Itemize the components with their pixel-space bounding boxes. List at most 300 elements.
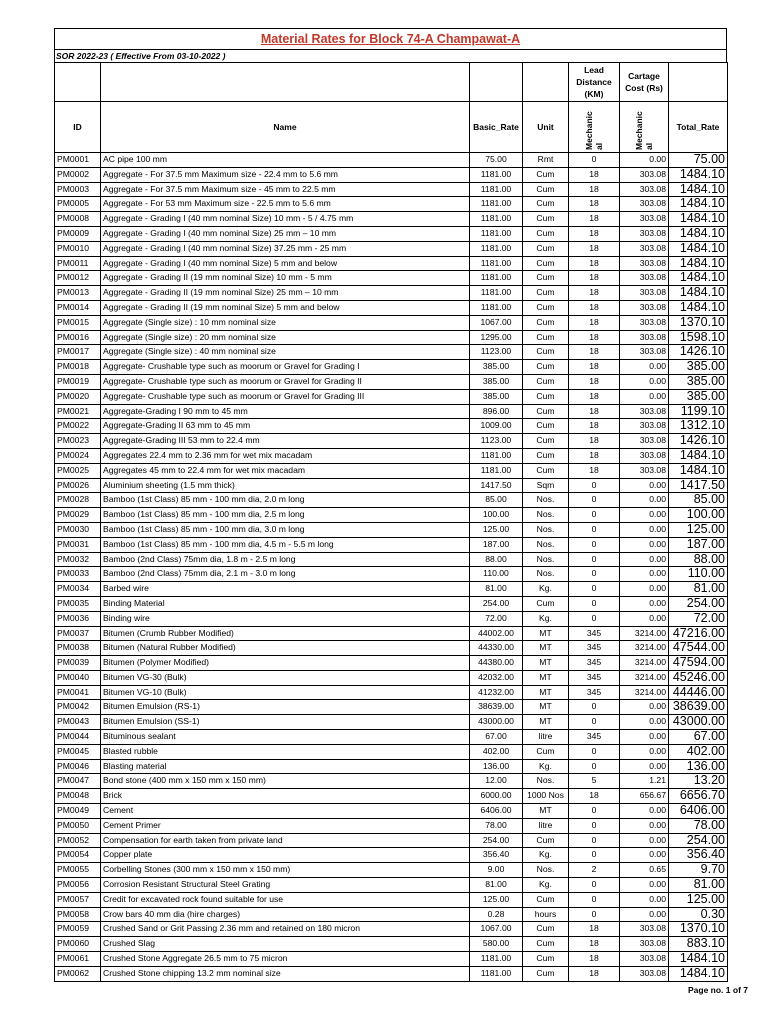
table-row — [55, 626, 728, 641]
cell-lead-distance: 0 — [569, 508, 620, 523]
cell-id: PM0012 — [55, 271, 101, 286]
cell-name: AC pipe 100 mm — [101, 153, 470, 168]
cell-basic-rate: 1181.00 — [470, 286, 523, 301]
cell-basic-rate: 9.00 — [470, 863, 523, 878]
header-blank-rate — [470, 63, 523, 102]
cell-lead-distance: 0 — [569, 759, 620, 774]
cell-unit: Nos. — [523, 774, 569, 789]
cell-name: Aggregate (Single size) : 10 mm nominal size — [101, 315, 470, 330]
sheet-title-row — [54, 28, 727, 49]
cell-lead-distance: 18 — [569, 256, 620, 271]
table-row — [55, 596, 728, 611]
cell-lead-distance: 345 — [569, 626, 620, 641]
cell-id: PM0041 — [55, 685, 101, 700]
cell-unit: Cum — [523, 419, 569, 434]
table-row — [55, 922, 728, 937]
cell-total-rate: 1199.10 — [669, 404, 728, 419]
cell-unit: MT — [523, 700, 569, 715]
cell-id: PM0032 — [55, 552, 101, 567]
cell-unit: Cum — [523, 300, 569, 315]
cell-name: Aggregate (Single size) : 20 mm nominal size — [101, 330, 470, 345]
cell-unit: Cum — [523, 271, 569, 286]
cell-unit: MT — [523, 626, 569, 641]
cell-unit: Cum — [523, 241, 569, 256]
header-id: ID — [55, 102, 101, 153]
table-row — [55, 256, 728, 271]
cell-cartage-cost: 0.00 — [620, 360, 669, 375]
cell-basic-rate: 125.00 — [470, 522, 523, 537]
cell-total-rate: 47544.00 — [669, 641, 728, 656]
table-row — [55, 478, 728, 493]
cell-lead-distance: 18 — [569, 419, 620, 434]
cell-cartage-cost: 3214.00 — [620, 641, 669, 656]
cell-total-rate: 9.70 — [669, 863, 728, 878]
cell-total-rate: 1370.10 — [669, 922, 728, 937]
cell-id: PM0050 — [55, 818, 101, 833]
cell-unit: Cum — [523, 937, 569, 952]
cell-basic-rate: 1181.00 — [470, 212, 523, 227]
cell-name: Aggregate - For 37.5 mm Maximum size - 22.4 mm to 5.6 mm — [101, 167, 470, 182]
cell-lead-distance: 0 — [569, 493, 620, 508]
table-row — [55, 374, 728, 389]
table-row — [55, 582, 728, 597]
cell-total-rate: 78.00 — [669, 818, 728, 833]
cell-cartage-cost: 303.08 — [620, 182, 669, 197]
cell-name: Bamboo (2nd Class) 75mm dia, 1.8 m - 2.5 m long — [101, 552, 470, 567]
cell-cartage-cost: 0.00 — [620, 744, 669, 759]
cell-total-rate: 385.00 — [669, 360, 728, 375]
table-row — [55, 656, 728, 671]
header-unit: Unit — [523, 102, 569, 153]
cell-id: PM0011 — [55, 256, 101, 271]
cell-cartage-cost: 303.08 — [620, 300, 669, 315]
table-row — [55, 700, 728, 715]
cell-unit: litre — [523, 818, 569, 833]
cell-lead-distance: 18 — [569, 241, 620, 256]
cell-id: PM0035 — [55, 596, 101, 611]
cell-name: Crushed Stone Aggregate 26.5 mm to 75 micron — [101, 952, 470, 967]
cell-total-rate: 254.00 — [669, 833, 728, 848]
cell-basic-rate: 1067.00 — [470, 922, 523, 937]
cell-unit: Cum — [523, 922, 569, 937]
cell-unit: Cum — [523, 448, 569, 463]
cell-id: PM0034 — [55, 582, 101, 597]
cell-basic-rate: 6406.00 — [470, 804, 523, 819]
cell-lead-distance: 18 — [569, 374, 620, 389]
cell-unit: Cum — [523, 330, 569, 345]
material-rates-table — [54, 62, 728, 982]
cell-cartage-cost: 3214.00 — [620, 656, 669, 671]
header-mechanical-lead-text: Mechanic al — [584, 111, 604, 150]
cell-name: Blasting material — [101, 759, 470, 774]
cell-unit: Rmt — [523, 153, 569, 168]
cell-lead-distance: 0 — [569, 567, 620, 582]
cell-total-rate: 88.00 — [669, 552, 728, 567]
cell-lead-distance: 0 — [569, 818, 620, 833]
cell-basic-rate: 1181.00 — [470, 966, 523, 981]
cell-basic-rate: 81.00 — [470, 878, 523, 893]
cell-lead-distance: 18 — [569, 345, 620, 360]
cell-id: PM0028 — [55, 493, 101, 508]
cell-total-rate: 75.00 — [669, 153, 728, 168]
cell-name: Aggregate - Grading II (19 mm nominal Size) 5 mm and below — [101, 300, 470, 315]
cell-id: PM0038 — [55, 641, 101, 656]
table-row — [55, 448, 728, 463]
table-row — [55, 567, 728, 582]
cell-lead-distance: 18 — [569, 330, 620, 345]
cell-lead-distance: 5 — [569, 774, 620, 789]
cell-cartage-cost: 303.08 — [620, 952, 669, 967]
cell-name: Aggregate - Grading II (19 mm nominal Size) 25 mm – 10 mm — [101, 286, 470, 301]
cell-total-rate: 13.20 — [669, 774, 728, 789]
cell-cartage-cost: 0.00 — [620, 374, 669, 389]
cell-id: PM0020 — [55, 389, 101, 404]
table-row — [55, 241, 728, 256]
cell-total-rate: 1484.10 — [669, 182, 728, 197]
cell-cartage-cost: 0.00 — [620, 493, 669, 508]
cell-total-rate: 72.00 — [669, 611, 728, 626]
cell-lead-distance: 0 — [569, 153, 620, 168]
cell-cartage-cost: 0.00 — [620, 730, 669, 745]
header-blank-id — [55, 63, 101, 102]
cell-id: PM0054 — [55, 848, 101, 863]
cell-total-rate: 44446.00 — [669, 685, 728, 700]
rate-sheet — [54, 28, 727, 982]
cell-basic-rate: 1181.00 — [470, 241, 523, 256]
cell-id: PM0049 — [55, 804, 101, 819]
table-row — [55, 863, 728, 878]
cell-lead-distance: 18 — [569, 463, 620, 478]
cell-total-rate: 1484.10 — [669, 241, 728, 256]
cell-name: Brick — [101, 789, 470, 804]
cell-cartage-cost: 303.08 — [620, 271, 669, 286]
cell-cartage-cost: 303.08 — [620, 286, 669, 301]
cell-id: PM0057 — [55, 892, 101, 907]
cell-total-rate: 402.00 — [669, 744, 728, 759]
cell-basic-rate: 44330.00 — [470, 641, 523, 656]
cell-unit: Cum — [523, 212, 569, 227]
cell-total-rate: 67.00 — [669, 730, 728, 745]
cell-name: Aggregate-Grading I 90 mm to 45 mm — [101, 404, 470, 419]
cell-cartage-cost: 0.00 — [620, 389, 669, 404]
cell-basic-rate: 88.00 — [470, 552, 523, 567]
cell-lead-distance: 0 — [569, 552, 620, 567]
cell-lead-distance: 0 — [569, 892, 620, 907]
page-number: Page no. 1 of 7 — [688, 985, 748, 995]
header-blank-unit — [523, 63, 569, 102]
cell-basic-rate: 254.00 — [470, 596, 523, 611]
table-row — [55, 522, 728, 537]
cell-basic-rate: 187.00 — [470, 537, 523, 552]
cell-name: Bamboo (1st Class) 85 mm - 100 mm dia, 4.5 m - 5.5 m long — [101, 537, 470, 552]
cell-basic-rate: 12.00 — [470, 774, 523, 789]
cell-total-rate: 1484.10 — [669, 966, 728, 981]
cell-unit: Cum — [523, 892, 569, 907]
cell-name: Bamboo (1st Class) 85 mm - 100 mm dia, 3.0 m long — [101, 522, 470, 537]
table-row — [55, 330, 728, 345]
cell-total-rate: 1484.10 — [669, 167, 728, 182]
cell-name: Bitumen Emulsion (SS-1) — [101, 715, 470, 730]
table-row — [55, 952, 728, 967]
cell-total-rate: 1484.10 — [669, 212, 728, 227]
table-row — [55, 508, 728, 523]
cell-unit: Nos. — [523, 508, 569, 523]
cell-id: PM0036 — [55, 611, 101, 626]
cell-unit: litre — [523, 730, 569, 745]
cell-basic-rate: 1181.00 — [470, 463, 523, 478]
header-lead-distance: Lead Distance (KM) — [569, 63, 620, 102]
cell-lead-distance: 0 — [569, 478, 620, 493]
header-row-main — [55, 102, 728, 153]
cell-cartage-cost: 0.00 — [620, 582, 669, 597]
cell-basic-rate: 42032.00 — [470, 670, 523, 685]
cell-id: PM0014 — [55, 300, 101, 315]
table-row — [55, 892, 728, 907]
table-row — [55, 848, 728, 863]
cell-cartage-cost: 303.08 — [620, 448, 669, 463]
cell-unit: Nos. — [523, 522, 569, 537]
sheet-subtitle: SOR 2022-23 ( Effective From 03-10-2022 ) — [54, 49, 727, 62]
cell-basic-rate: 1181.00 — [470, 256, 523, 271]
table-row — [55, 907, 728, 922]
table-row — [55, 774, 728, 789]
cell-total-rate: 125.00 — [669, 892, 728, 907]
cell-lead-distance: 345 — [569, 670, 620, 685]
cell-cartage-cost: 303.08 — [620, 241, 669, 256]
cell-id: PM0015 — [55, 315, 101, 330]
cell-total-rate: 6656.70 — [669, 789, 728, 804]
cell-lead-distance: 18 — [569, 434, 620, 449]
table-row — [55, 670, 728, 685]
cell-total-rate: 1312.10 — [669, 419, 728, 434]
cell-lead-distance: 345 — [569, 641, 620, 656]
cell-unit: Nos. — [523, 863, 569, 878]
cell-unit: Cum — [523, 463, 569, 478]
cell-id: PM0023 — [55, 434, 101, 449]
cell-name: Compensation for earth taken from private land — [101, 833, 470, 848]
cell-total-rate: 6406.00 — [669, 804, 728, 819]
cell-basic-rate: 44002.00 — [470, 626, 523, 641]
table-row — [55, 271, 728, 286]
cell-total-rate: 81.00 — [669, 582, 728, 597]
cell-basic-rate: 1123.00 — [470, 345, 523, 360]
cell-cartage-cost: 0.00 — [620, 892, 669, 907]
cell-id: PM0062 — [55, 966, 101, 981]
cell-id: PM0039 — [55, 656, 101, 671]
cell-lead-distance: 0 — [569, 878, 620, 893]
cell-cartage-cost: 303.08 — [620, 966, 669, 981]
cell-basic-rate: 81.00 — [470, 582, 523, 597]
cell-cartage-cost: 0.00 — [620, 567, 669, 582]
cell-id: PM0003 — [55, 182, 101, 197]
cell-cartage-cost: 303.08 — [620, 315, 669, 330]
cell-basic-rate: 6000.00 — [470, 789, 523, 804]
cell-total-rate: 1417.50 — [669, 478, 728, 493]
cell-id: PM0025 — [55, 463, 101, 478]
cell-unit: hours — [523, 907, 569, 922]
cell-cartage-cost: 0.00 — [620, 818, 669, 833]
cell-name: Barbed wire — [101, 582, 470, 597]
cell-name: Aggregate - Grading II (19 mm nominal Size) 10 mm - 5 mm — [101, 271, 470, 286]
cell-unit: Cum — [523, 256, 569, 271]
cell-id: PM0043 — [55, 715, 101, 730]
cell-cartage-cost: 303.08 — [620, 463, 669, 478]
cell-id: PM0019 — [55, 374, 101, 389]
cell-name: Cement Primer — [101, 818, 470, 833]
cell-id: PM0002 — [55, 167, 101, 182]
table-row — [55, 685, 728, 700]
cell-basic-rate: 41232.00 — [470, 685, 523, 700]
cell-cartage-cost: 656.67 — [620, 789, 669, 804]
cell-total-rate: 1484.10 — [669, 271, 728, 286]
cell-name: Bamboo (1st Class) 85 mm - 100 mm dia, 2.0 m long — [101, 493, 470, 508]
cell-id: PM0061 — [55, 952, 101, 967]
cell-basic-rate: 1181.00 — [470, 226, 523, 241]
table-row — [55, 878, 728, 893]
cell-name: Aggregate - Grading I (40 mm nominal Size) 10 mm - 5 / 4.75 mm — [101, 212, 470, 227]
cell-id: PM0055 — [55, 863, 101, 878]
cell-lead-distance: 0 — [569, 611, 620, 626]
sheet-title: Material Rates for Block 74-A Champawat-A — [260, 32, 521, 46]
cell-cartage-cost: 0.00 — [620, 153, 669, 168]
cell-name: Cement — [101, 804, 470, 819]
header-basic-rate: Basic_Rate — [470, 102, 523, 153]
cell-name: Bond stone (400 mm x 150 mm x 150 mm) — [101, 774, 470, 789]
cell-id: PM0045 — [55, 744, 101, 759]
cell-name: Bitumen (Crumb Rubber Modified) — [101, 626, 470, 641]
cell-total-rate: 1484.10 — [669, 226, 728, 241]
cell-cartage-cost: 0.00 — [620, 508, 669, 523]
cell-basic-rate: 1067.00 — [470, 315, 523, 330]
table-row — [55, 153, 728, 168]
cell-basic-rate: 896.00 — [470, 404, 523, 419]
table-row — [55, 167, 728, 182]
cell-total-rate: 1426.10 — [669, 345, 728, 360]
table-row — [55, 463, 728, 478]
cell-unit: Cum — [523, 167, 569, 182]
cell-lead-distance: 18 — [569, 182, 620, 197]
table-row — [55, 226, 728, 241]
cell-unit: Cum — [523, 389, 569, 404]
cell-total-rate: 100.00 — [669, 508, 728, 523]
table-row — [55, 212, 728, 227]
cell-total-rate: 45246.00 — [669, 670, 728, 685]
cell-basic-rate: 75.00 — [470, 153, 523, 168]
cell-id: PM0026 — [55, 478, 101, 493]
header-blank-total — [669, 63, 728, 102]
cell-cartage-cost: 0.00 — [620, 715, 669, 730]
cell-cartage-cost: 0.00 — [620, 611, 669, 626]
cell-id: PM0052 — [55, 833, 101, 848]
cell-basic-rate: 254.00 — [470, 833, 523, 848]
cell-total-rate: 47216.00 — [669, 626, 728, 641]
cell-lead-distance: 0 — [569, 907, 620, 922]
cell-id: PM0005 — [55, 197, 101, 212]
cell-lead-distance: 2 — [569, 863, 620, 878]
cell-lead-distance: 18 — [569, 404, 620, 419]
cell-basic-rate: 110.00 — [470, 567, 523, 582]
cell-unit: MT — [523, 641, 569, 656]
table-row — [55, 804, 728, 819]
cell-basic-rate: 1417.50 — [470, 478, 523, 493]
cell-cartage-cost: 303.08 — [620, 197, 669, 212]
cell-id: PM0033 — [55, 567, 101, 582]
cell-unit: 1000 Nos — [523, 789, 569, 804]
cell-basic-rate: 1181.00 — [470, 271, 523, 286]
cell-cartage-cost: 303.08 — [620, 226, 669, 241]
cell-unit: Cum — [523, 345, 569, 360]
table-row — [55, 744, 728, 759]
cell-basic-rate: 1295.00 — [470, 330, 523, 345]
cell-basic-rate: 580.00 — [470, 937, 523, 952]
cell-lead-distance: 18 — [569, 448, 620, 463]
table-row — [55, 389, 728, 404]
cell-lead-distance: 18 — [569, 271, 620, 286]
cell-total-rate: 883.10 — [669, 937, 728, 952]
cell-name: Crushed Sand or Grit Passing 2.36 mm and retained on 180 micron — [101, 922, 470, 937]
header-cartage-cost: Cartage Cost (Rs) — [620, 63, 669, 102]
cell-total-rate: 1484.10 — [669, 300, 728, 315]
cell-unit: MT — [523, 685, 569, 700]
cell-basic-rate: 1181.00 — [470, 952, 523, 967]
cell-total-rate: 385.00 — [669, 389, 728, 404]
cell-total-rate: 254.00 — [669, 596, 728, 611]
header-blank-name — [101, 63, 470, 102]
cell-id: PM0059 — [55, 922, 101, 937]
cell-unit: Cum — [523, 952, 569, 967]
cell-cartage-cost: 303.08 — [620, 345, 669, 360]
cell-id: PM0046 — [55, 759, 101, 774]
cell-unit: MT — [523, 715, 569, 730]
cell-unit: Cum — [523, 596, 569, 611]
cell-unit: Cum — [523, 226, 569, 241]
cell-basic-rate: 1181.00 — [470, 167, 523, 182]
cell-basic-rate: 78.00 — [470, 818, 523, 833]
cell-cartage-cost: 303.08 — [620, 167, 669, 182]
cell-total-rate: 43000.00 — [669, 715, 728, 730]
cell-basic-rate: 1181.00 — [470, 182, 523, 197]
cell-lead-distance: 0 — [569, 715, 620, 730]
cell-lead-distance: 18 — [569, 197, 620, 212]
cell-unit: MT — [523, 670, 569, 685]
cell-cartage-cost: 0.00 — [620, 878, 669, 893]
cell-name: Copper plate — [101, 848, 470, 863]
cell-basic-rate: 385.00 — [470, 389, 523, 404]
cell-lead-distance: 18 — [569, 922, 620, 937]
table-row — [55, 552, 728, 567]
cell-total-rate: 1598.10 — [669, 330, 728, 345]
table-row — [55, 493, 728, 508]
cell-total-rate: 356.40 — [669, 848, 728, 863]
cell-unit: Cum — [523, 833, 569, 848]
cell-unit: Kg. — [523, 582, 569, 597]
table-row — [55, 789, 728, 804]
cell-name: Corrosion Resistant Structural Steel Grating — [101, 878, 470, 893]
cell-id: PM0060 — [55, 937, 101, 952]
cell-cartage-cost: 0.00 — [620, 537, 669, 552]
cell-unit: Nos. — [523, 537, 569, 552]
table-row — [55, 315, 728, 330]
cell-total-rate: 1426.10 — [669, 434, 728, 449]
cell-cartage-cost: 303.08 — [620, 330, 669, 345]
cell-name: Binding Material — [101, 596, 470, 611]
cell-name: Bitumen VG-30 (Bulk) — [101, 670, 470, 685]
table-row — [55, 641, 728, 656]
cell-basic-rate: 72.00 — [470, 611, 523, 626]
cell-name: Bamboo (1st Class) 85 mm - 100 mm dia, 2.5 m long — [101, 508, 470, 523]
cell-basic-rate: 1009.00 — [470, 419, 523, 434]
cell-lead-distance: 345 — [569, 656, 620, 671]
